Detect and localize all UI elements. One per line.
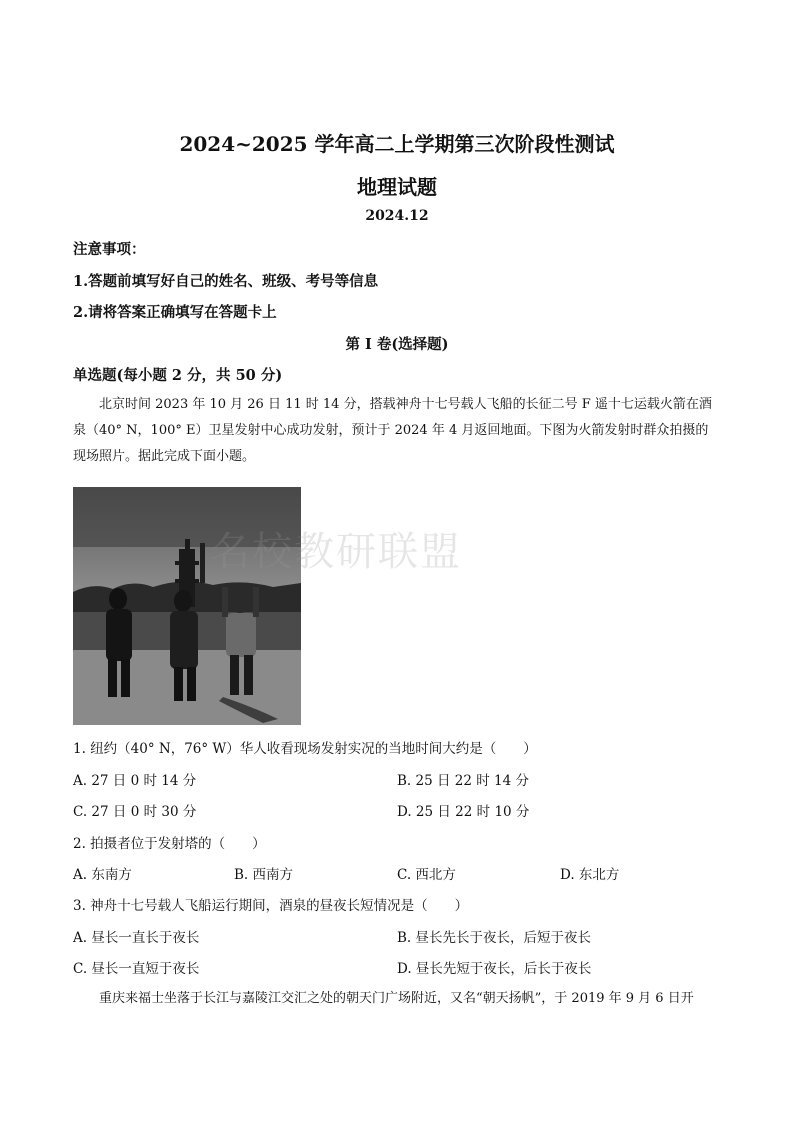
question-3-option-b: B. 昼长先长于夜长，后短于夜长 bbox=[397, 930, 592, 946]
question-3-option-c: C. 昼长一直短于夜长 bbox=[73, 961, 200, 977]
question-3-stem: 3. 神舟十七号载人飞船运行期间，酒泉的昼夜长短情况是（ ） bbox=[73, 898, 469, 914]
passage-2: 重庆来福士坐落于长江与嘉陵江交汇之处的朝天门广场附近，又名“朝天扬帆”，于 2019 年 9 月 6 日开 bbox=[99, 991, 694, 1006]
question-3-option-d: D. 昼长先短于夜长，后长于夜长 bbox=[397, 961, 592, 977]
question-type: 单选题(每小题 2 分，共 50 分) bbox=[73, 367, 283, 384]
watermark: 名校教研联盟 bbox=[210, 529, 462, 575]
subject-title: 地理试题 bbox=[357, 175, 437, 199]
question-2-stem: 2. 拍摄者位于发射塔的（ ） bbox=[73, 836, 266, 852]
question-1-option-d: D. 25 日 22 时 10 分 bbox=[397, 804, 530, 820]
passage-1: 北京时间 2023 年 10 月 26 日 11 时 14 分，搭载神舟十七号载人飞船的长征二号 F 遥十七运载火箭在酒泉（40° N，100° E）卫星发射中心成功发射，预计于 2024 年 4 月返回地面。下图为火箭发射时群众拍摄的现场照片。据此完成下面小题。 bbox=[73, 397, 712, 464]
question-1-option-c: C. 27 日 0 时 30 分 bbox=[73, 804, 197, 820]
exam-date: 2024.12 bbox=[365, 208, 429, 224]
note-item-1: 1.答题前填写好自己的姓名、班级、考号等信息 bbox=[73, 273, 379, 290]
section-title: 第 I 卷(选择题) bbox=[345, 336, 449, 353]
question-2-option-b: B. 西南方 bbox=[234, 867, 294, 883]
question-2-option-c: C. 西北方 bbox=[397, 867, 456, 883]
exam-title: 2024~2025 学年高二上学期第三次阶段性测试 bbox=[179, 132, 615, 156]
question-1-option-a: A. 27 日 0 时 14 分 bbox=[73, 773, 197, 789]
question-3-option-a: A. 昼长一直长于夜长 bbox=[73, 930, 200, 946]
note-item-2: 2.请将答案正确填写在答题卡上 bbox=[73, 304, 277, 321]
question-1-option-b: B. 25 日 22 时 14 分 bbox=[397, 773, 529, 789]
notes-heading: 注意事项： bbox=[73, 241, 146, 258]
question-2-option-a: A. 东南方 bbox=[73, 867, 132, 883]
question-2-option-d: D. 东北方 bbox=[560, 867, 620, 883]
question-1-stem: 1. 纽约（40° N，76° W）华人收看现场发射实况的当地时间大约是（ ） bbox=[73, 741, 537, 757]
